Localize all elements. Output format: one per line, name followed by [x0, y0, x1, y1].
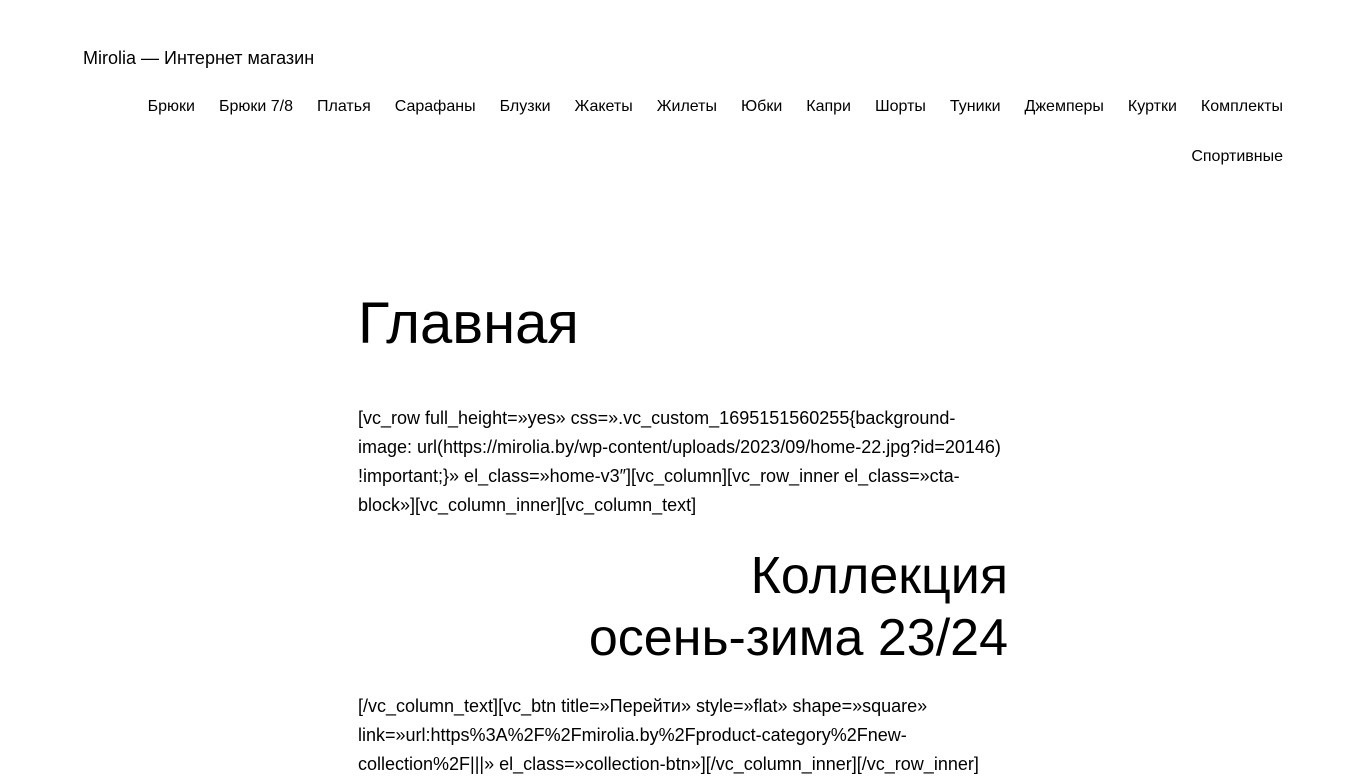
- collection-heading: [358, 545, 1008, 669]
- nav-item-yubki[interactable]: Юбки: [741, 98, 783, 115]
- nav-item-kurtki[interactable]: Куртки: [1127, 98, 1177, 115]
- collection-heading-line-2: осень-зима 23/24: [588, 609, 1008, 667]
- nav-menu: [83, 96, 1283, 167]
- site-title-link[interactable]: Mirolia — Интернет магазин: [83, 48, 315, 68]
- nav-item-sportivnye[interactable]: Спортивные: [1191, 148, 1283, 165]
- collection-heading-line-1: Коллекция: [750, 547, 1008, 605]
- nav-item-bluzki[interactable]: Блузки: [499, 98, 551, 115]
- nav-item-dzhempery[interactable]: Джемперы: [1024, 98, 1104, 115]
- nav-item-bryuki[interactable]: Брюки: [147, 98, 195, 115]
- page-title: Главная: [358, 291, 579, 356]
- nav-item-kapri[interactable]: Капри: [806, 98, 851, 115]
- shortcode-paragraph-2: [/vc_column_text][vc_btn title=»Перейти» style=»flat» shape=»square» link=»url:https%3A%2F%2Fmirolia.by%2Fproduct-category%2Fnew-collection%2F|||» el_class=»collection-btn»][/vc_column_inner][/vc_row_inner]: [358, 696, 979, 774]
- nav-item-sarafany[interactable]: Сарафаны: [394, 98, 476, 115]
- nav-item-komplekty[interactable]: Комплекты: [1200, 98, 1283, 115]
- nav-item-zhakety[interactable]: Жакеты: [574, 98, 633, 115]
- nav-item-bryuki-7-8[interactable]: Брюки 7/8: [219, 98, 294, 115]
- nav-item-shorty[interactable]: Шорты: [874, 98, 926, 115]
- shortcode-paragraph-1: [vc_row full_height=»yes» css=».vc_custom_1695151560255{background-image: url(https://mirolia.by/wp-content/uploads/2023/09/home-22.jpg?id=20146) !important;}» el_class=»home-v3″][vc_column][vc_row_inner el_class=»cta-block»][vc_column_inner][vc_column_text]: [358, 408, 1001, 515]
- nav-item-zhilety[interactable]: Жилеты: [656, 98, 717, 115]
- main-navigation: [83, 96, 1283, 167]
- nav-item-platya[interactable]: Платья: [317, 98, 371, 115]
- nav-item-tuniki[interactable]: Туники: [949, 98, 1001, 115]
